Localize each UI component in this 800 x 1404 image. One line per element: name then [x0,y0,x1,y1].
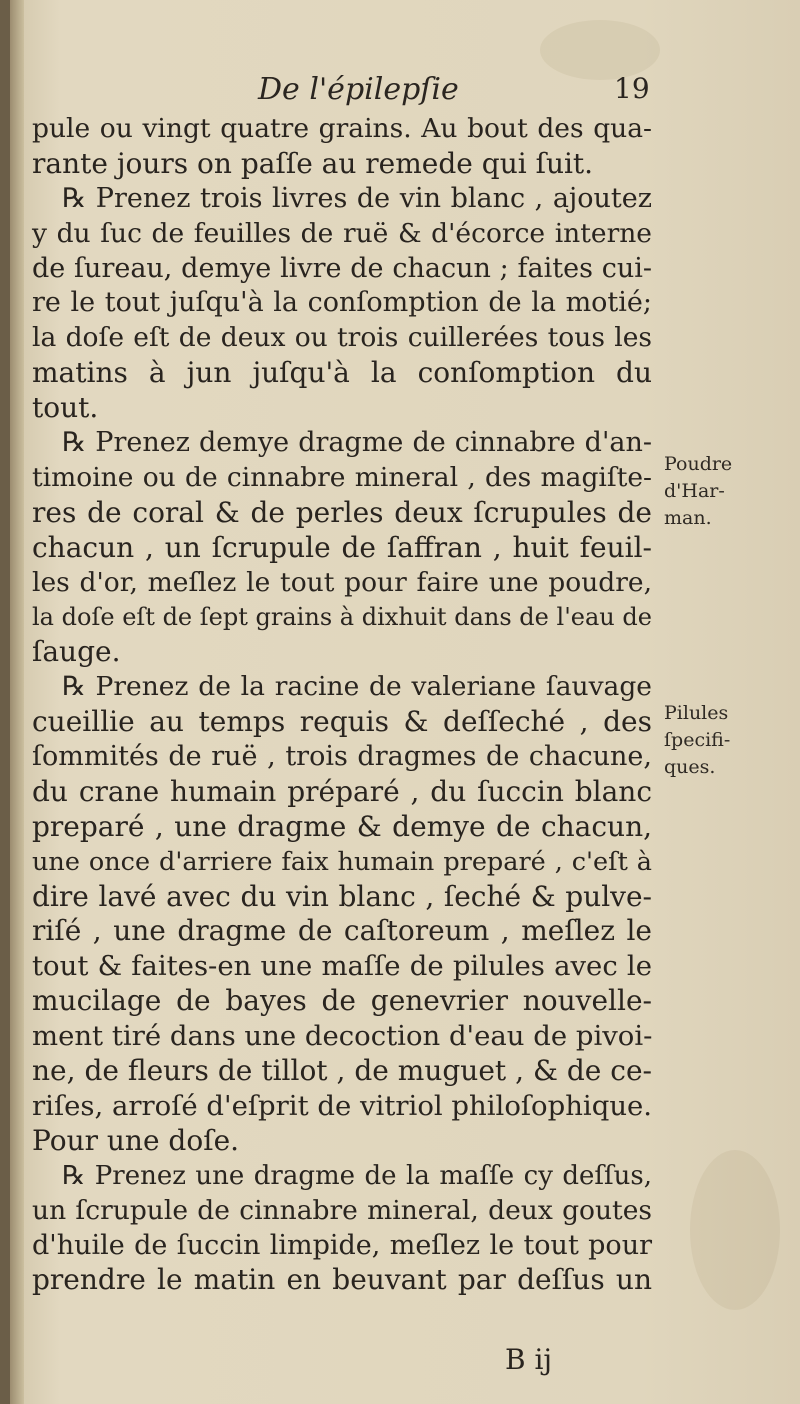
margin-note-line: Poudre [664,453,733,475]
text-line: preparé , une dragme & demye de chacun, [32,809,652,843]
text-line: res de coral & de perles deux ſcrupules de [32,495,652,529]
margin-note-line: d'Har- [664,480,725,502]
text-line: les d'or, meſlez le tout pour faire une poudre, [32,566,652,598]
text-line: la doſe eſt de ſept grains à dixhuit dans de l'eau de [32,603,652,632]
binding-gutter [0,0,10,1404]
text-line: tout & faites-en une maſſe de pilules avec le [32,950,652,983]
text-line: Pour une doſe. [32,1123,240,1157]
text-line: ſauge. [32,635,121,669]
text-line: matins à jun juſqu'à la conſomption du [32,356,652,390]
margin-note-line: ſpecifi- [664,729,731,751]
page-header [258,72,658,112]
text-line: chacun , un ſcrupule de ſaffran , huit feuil- [32,530,652,564]
text-line: ment tiré dans une decoction d'eau de pivoi- [32,1020,653,1053]
paper-stain [690,1150,780,1310]
text-line: riſé , une dragme de caſtoreum , meſlez le [32,914,652,948]
margin-note-line: Pilules [664,702,729,724]
text-line: cueillie au temps requis & deſſeché , des [32,705,652,739]
text-line: y du ſuc de feuilles de ruë & d'écorce interne [32,217,652,249]
text-line: un ſcrupule de cinnabre mineral, deux goutes [32,1194,652,1226]
text-line: ℞ Prenez demye dragme de cinnabre d'an- [62,427,652,459]
text-line: une once d'arriere faix humain preparé , c'eſt à [32,846,652,877]
text-line: la doſe eſt de deux ou trois cuillerées tous les [32,322,652,354]
text-line: re le tout juſqu'à la conſomption de la motié; [32,287,652,319]
text-line: d'huile de ſuccin limpide, meſlez le tout pour [32,1229,652,1261]
text-line: du crane humain préparé , du ſuccin blanc [32,774,652,808]
text-line: ℞ Prenez une dragme de la maſſe cy deſſus, [62,1160,652,1191]
text-line: pule ou vingt quatre grains. Au bout des qua- [32,113,652,144]
text-line: prendre le matin en beuvant par deſſus un [32,1263,652,1297]
margin-note-line: man. [664,507,712,529]
text-line: de ſureau, demye livre de chacun ; faites cui- [32,252,652,284]
paper-stain [540,20,660,80]
text-line: dire lavé avec du vin blanc , ſeché & pulve- [32,879,652,913]
page-number: 19 [614,72,650,105]
text-line: ℞ Prenez de la racine de valeriane ſauvage [62,671,652,703]
binding-shadow [10,0,24,1404]
text-line: timoine ou de cinnabre mineral , des magiſte- [32,461,652,493]
text-line: ſommités de ruë , trois dragmes de chacune, [32,741,652,773]
text-line: mucilage de bayes de genevrier nouvelle- [32,984,652,1018]
running-title: De l'épilepſie [258,72,459,107]
body-text [32,112,652,1298]
text-line: ℞ Prenez trois livres de vin blanc , ajoutez [62,182,652,214]
text-line: rante jours on paſſe au remede qui ſuit. [32,146,594,180]
signature-mark: B ij [505,1343,553,1376]
text-line: ne, de fleurs de tillot , de muguet , & de ce- [32,1054,652,1088]
text-line: tout. [32,391,99,425]
text-line: riſes, arroſé d'eſprit de vitriol philoſophique. [32,1089,653,1122]
margin-note-line: ques. [664,756,716,778]
margin-note-pilules [664,700,730,781]
margin-note-poudre [664,451,732,532]
